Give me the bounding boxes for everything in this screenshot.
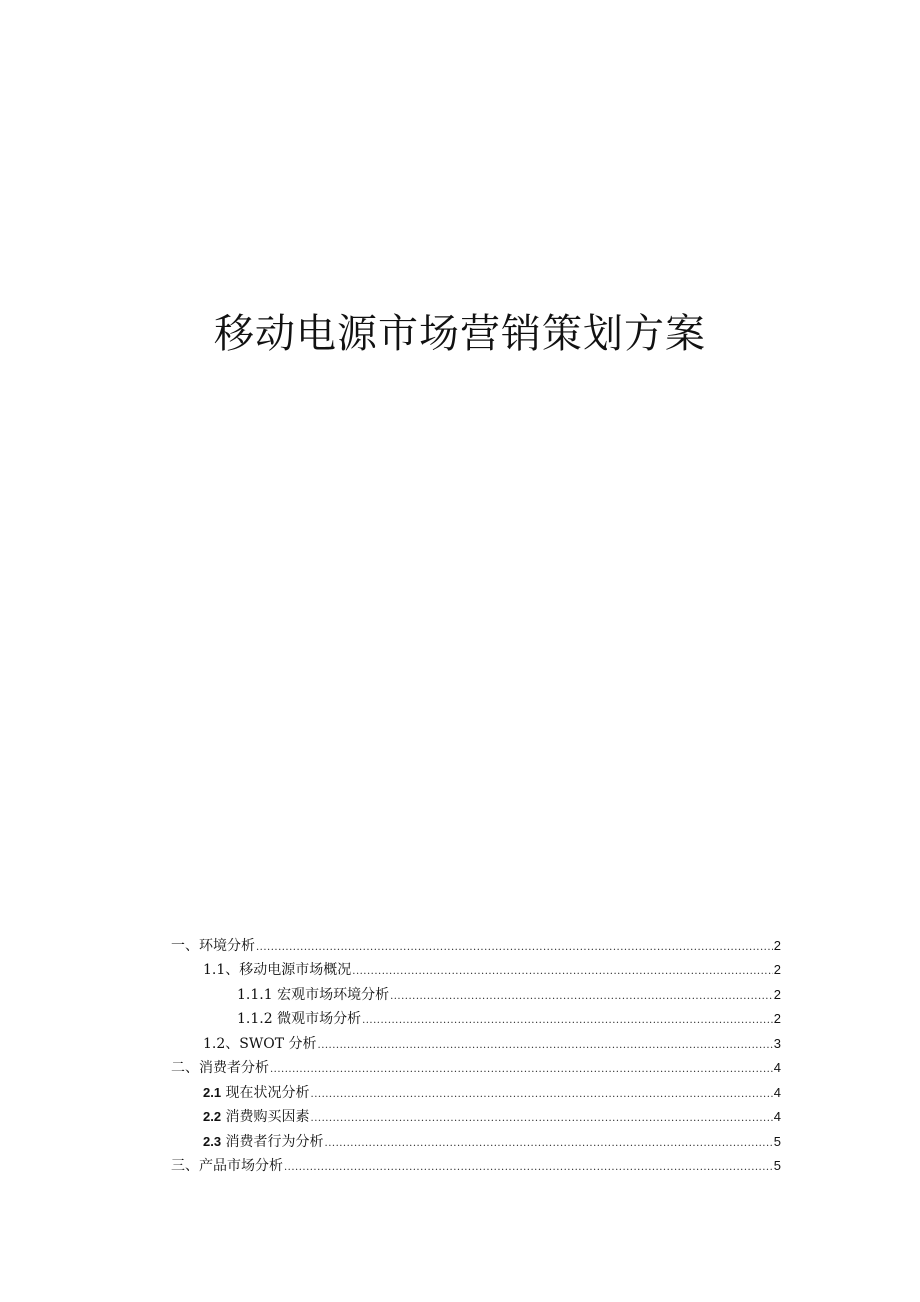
toc-dot-leader [325,1137,773,1151]
toc-entry[interactable] [171,1028,781,1053]
toc-entry[interactable] [171,1077,781,1102]
table-of-contents [171,930,781,1175]
toc-entry-label: 一、环境分析 [171,937,255,954]
toc-dot-leader [284,1161,773,1175]
toc-entry-page: 4 [773,1109,781,1124]
toc-dot-leader [311,1112,773,1126]
toc-dot-leader [256,941,773,955]
toc-entry-page: 4 [773,1084,781,1100]
toc-entry-label: 三、产品市场分析 [171,1158,283,1174]
toc-entry-page: 2 [773,962,781,977]
toc-entry-page: 2 [773,986,781,1002]
toc-entry-label: 1.1.1 宏观市场环境分析 [237,986,390,1003]
toc-entry-label: 消费者行为分析 [225,1133,324,1150]
toc-entry-label-group [203,1084,310,1102]
toc-entry-label-group [203,1108,310,1126]
toc-dot-leader [390,990,773,1004]
toc-entry-label: 消费购买因素 [225,1109,310,1125]
toc-entry-page: 4 [773,1060,781,1075]
toc-entry-number: 2.3 [203,1133,222,1149]
toc-entry-number: 2.2 [203,1109,222,1124]
toc-entry[interactable] [171,1102,781,1127]
toc-entry-page: 5 [773,1158,781,1173]
toc-entry-label: 二、消费者分析 [171,1060,269,1076]
toc-entry-page: 3 [773,1035,781,1051]
toc-entry[interactable] [171,979,781,1004]
toc-entry-label: 1.1、移动电源市场概况 [203,962,352,978]
toc-entry[interactable] [171,1151,781,1176]
toc-entry[interactable] [171,1053,781,1078]
toc-entry-page: 2 [773,937,781,953]
document-title: 移动电源市场营销策划方案 [214,311,706,357]
toc-entry-label-group [203,1133,324,1151]
toc-entry[interactable] [171,1126,781,1151]
toc-entry-label: 1.2、SWOT 分析 [203,1035,317,1052]
toc-entry[interactable] [171,930,781,955]
toc-entry-page: 5 [773,1133,781,1149]
toc-entry[interactable] [171,955,781,980]
toc-entry-page: 2 [773,1011,781,1026]
toc-entry-label: 现在状况分析 [225,1084,310,1101]
toc-dot-leader [270,1063,773,1077]
toc-dot-leader [318,1039,773,1053]
toc-dot-leader [352,965,773,979]
toc-dot-leader [362,1014,773,1028]
toc-entry[interactable] [171,1004,781,1029]
toc-entry-number: 2.1 [203,1084,222,1100]
toc-dot-leader [311,1088,773,1102]
toc-entry-label: 1.1.2 微观市场分析 [237,1011,362,1027]
